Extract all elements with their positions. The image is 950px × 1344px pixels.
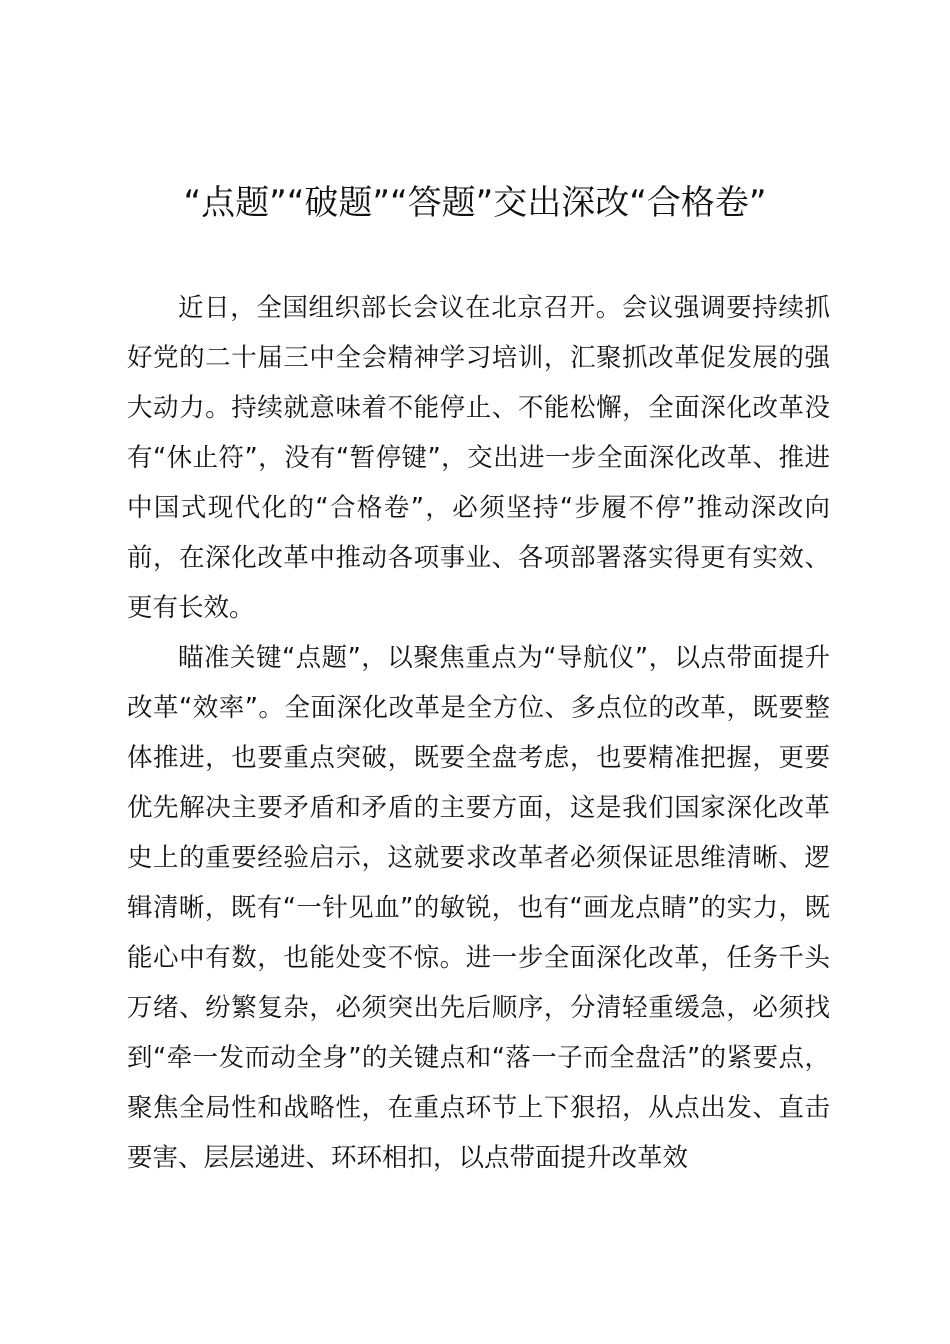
paragraph-intro: 近日，全国组织部长会议在北京召开。会议强调要持续抓好党的二十届三中全会精神学习培训，汇聚抓改革促发展的强大动力。持续就意味着不能停止、不能松懈，全面深化改革没有“休止符”，没有“暂停键”，交出进一步全面深化改革、推进中国式现代化的“合格卷”，必须坚持“步履不停”推动深改向前，在深化改革中推动各项事业、各项部署落实得更有实效、更有长效。 — [127, 293, 830, 623]
paragraph-point-question: 瞄准关键“点题”，以聚焦重点为“导航仪”，以点带面提升改革“效率”。全面深化改革是全方位、多点位的改革，既要整体推进，也要重点突破，既要全盘考虑，也要精准把握，更要优先解决主要矛盾和矛盾的主要方面，这是我们国家深化改革史上的重要经验启示，这就要求改革者必须保证思维清晰、逻辑清晰，既有“一针见血”的敏锐，也有“画龙点睛”的实力，既能心中有数，也能处变不惊。进一步全面深化改革，任务千头万绪、纷繁复杂，必须突出先后顺序，分清轻重缓急，必须找到“牵一发而动全身”的关键点和“落一子而全盘活”的紧要点，聚焦全局性和战略性，在重点环节上下狠招，从点出发、直击要害、层层递进、环环相扣，以点带面提升改革效 — [127, 643, 830, 1173]
article-title: “点题”“破题”“答题”交出深改“合格卷” — [183, 183, 767, 223]
article-body — [127, 283, 830, 1183]
